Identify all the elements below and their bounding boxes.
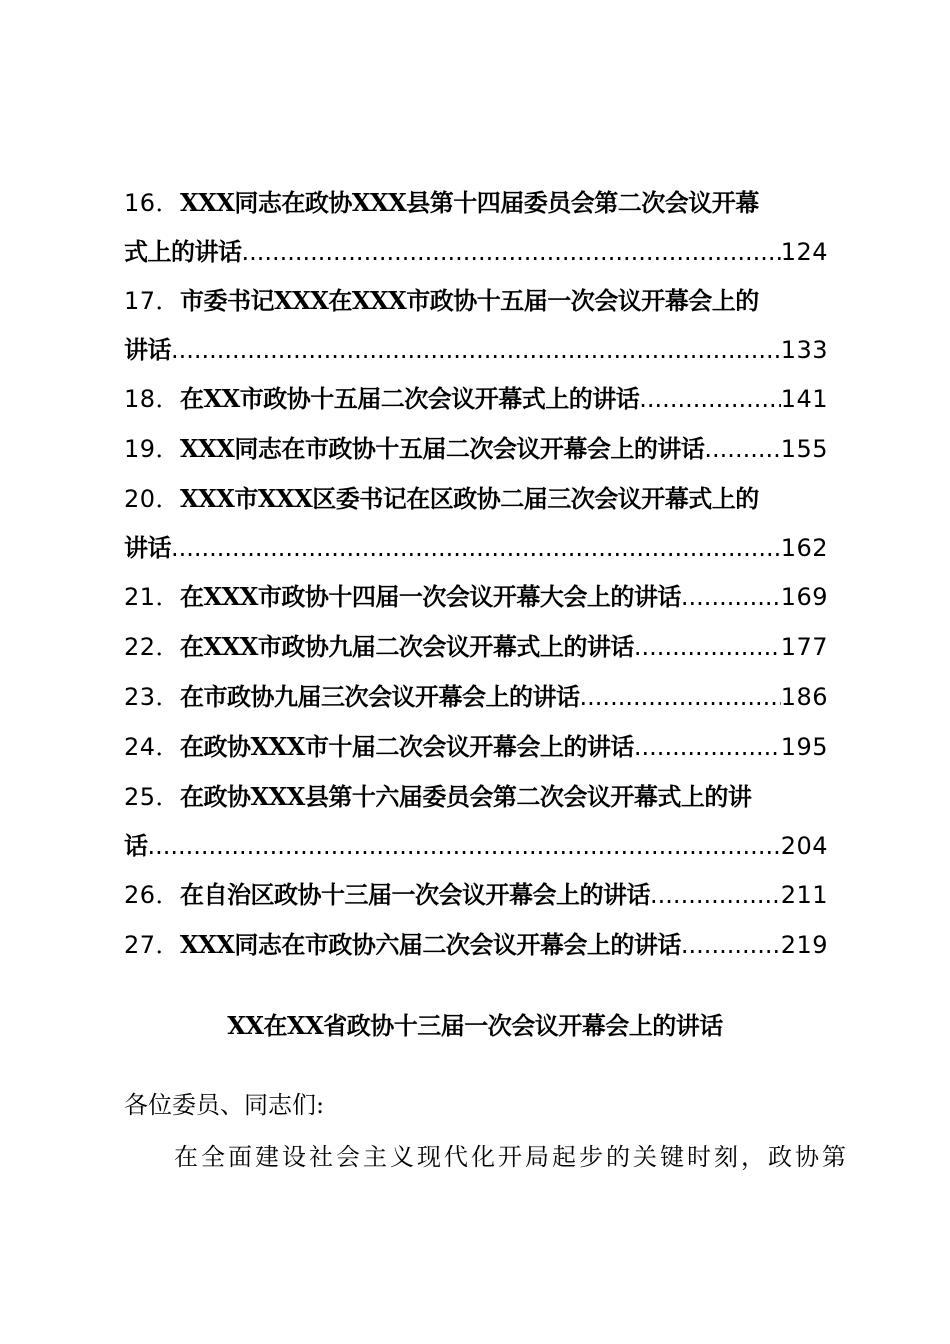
toc-page-number: 186	[780, 683, 828, 711]
toc-entry-20[interactable]	[124, 474, 828, 524]
toc-entry-27[interactable]	[124, 920, 828, 970]
toc-number: 21．	[124, 583, 181, 611]
dot-leader	[681, 572, 781, 622]
body-paragraph: 在全面建设社会主义现代化开局起步的关键时刻，政协第	[174, 1143, 849, 1171]
toc-page-number: 177	[780, 633, 828, 661]
toc-title: XXX同志在市政协十五届二次会议开幕会上的讲话	[180, 434, 705, 463]
toc-number: 18．	[124, 385, 181, 413]
toc-entry-22[interactable]	[124, 622, 828, 672]
toc-entry-18[interactable]	[124, 374, 828, 424]
toc-page-number: 133	[780, 336, 828, 364]
dot-leader	[148, 822, 781, 870]
toc-page-number: 124	[780, 238, 828, 266]
toc-page-number: 169	[780, 583, 828, 611]
toc-page-number: 155	[780, 435, 828, 463]
toc-title: 在XXX市政协十四届一次会议开幕大会上的讲话	[180, 582, 681, 611]
toc-page-number: 219	[780, 931, 828, 959]
toc-entry-19[interactable]	[124, 424, 828, 474]
toc-title-continued: 式上的讲话	[124, 237, 242, 266]
dot-leader	[171, 524, 781, 572]
salutation: 各位委员、同志们:	[124, 1091, 325, 1119]
dot-leader	[580, 672, 781, 722]
toc-title: 在市政协九届三次会议开幕会上的讲话	[180, 682, 580, 711]
dot-leader	[634, 722, 781, 772]
toc-number: 25．	[124, 783, 181, 811]
toc-title: 在自治区政协十三届一次会议开幕会上的讲话	[180, 880, 651, 909]
toc-number: 24．	[124, 733, 181, 761]
toc-number: 22．	[124, 633, 181, 661]
toc-number: 19．	[124, 435, 181, 463]
toc-title: 市委书记XXX在XXX市政协十五届一次会议开幕会上的	[180, 286, 759, 315]
toc-title: XXX同志在市政协六届二次会议开幕会上的讲话	[180, 930, 681, 959]
toc-title: 在XXX市政协九届二次会议开幕式上的讲话	[180, 632, 634, 661]
dot-leader	[650, 870, 781, 920]
toc-entry-17-continued[interactable]	[124, 326, 828, 374]
toc-page-number: 141	[780, 385, 828, 413]
toc-entry-23[interactable]	[124, 672, 828, 722]
toc-title-continued: 话	[124, 831, 148, 860]
toc-title: XXX同志在政协XXX县第十四届委员会第二次会议开幕	[180, 188, 759, 217]
toc-page-number: 195	[780, 733, 828, 761]
dot-leader	[171, 326, 781, 374]
toc-entry-24[interactable]	[124, 722, 828, 772]
toc-entry-26[interactable]	[124, 870, 828, 920]
toc-number: 20．	[124, 485, 181, 513]
dot-leader	[704, 424, 780, 474]
toc-title: 在XX市政协十五届二次会议开幕式上的讲话	[180, 384, 640, 413]
toc-page-number: 162	[780, 534, 828, 562]
toc-entry-25[interactable]	[124, 772, 828, 822]
dot-leader	[681, 920, 781, 970]
toc-number: 16．	[124, 189, 181, 217]
speech-heading: XX在XX省政协十三届一次会议开幕会上的讲话	[227, 1011, 723, 1040]
toc-title: 在政协XXX市十届二次会议开幕会上的讲话	[180, 732, 634, 761]
toc-entry-16-continued[interactable]	[124, 228, 828, 276]
toc-title-continued: 讲话	[124, 335, 171, 364]
toc-number: 23．	[124, 683, 181, 711]
toc-title: 在政协XXX县第十六届委员会第二次会议开幕式上的讲	[180, 782, 752, 811]
toc-entry-17[interactable]	[124, 276, 828, 326]
dot-leader	[634, 622, 781, 672]
toc-entry-25-continued[interactable]	[124, 822, 828, 870]
dot-leader	[242, 228, 781, 276]
toc-title-continued: 讲话	[124, 533, 171, 562]
toc-entry-21[interactable]	[124, 572, 828, 622]
toc-page-number: 204	[780, 832, 828, 860]
toc-number: 26．	[124, 881, 181, 909]
toc-page-number: 211	[780, 881, 828, 909]
toc-number: 17．	[124, 287, 181, 315]
toc-entry-20-continued[interactable]	[124, 524, 828, 572]
toc-title: XXX市XXX区委书记在区政协二届三次会议开幕式上的	[180, 484, 759, 513]
table-of-contents	[124, 178, 828, 970]
toc-number: 27．	[124, 931, 181, 959]
dot-leader	[639, 374, 780, 424]
toc-entry-16[interactable]	[124, 178, 828, 228]
